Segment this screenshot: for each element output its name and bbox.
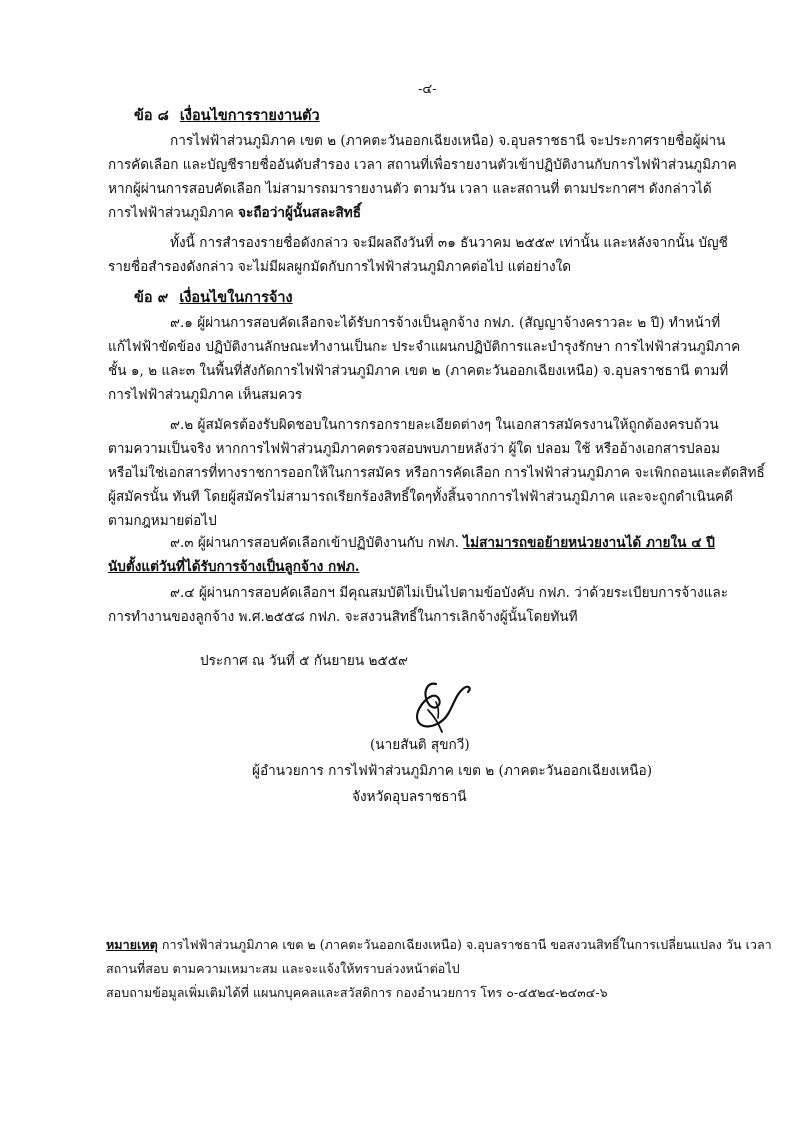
section-8-p1-line1: การไฟฟ้าส่วนภูมิภาค เขต ๒ (ภาคตะวันออกเฉียงเหนือ) จ.อุบลราชธานี จะประกาศรายชื่อผู้ผ่าน xyxy=(170,133,726,149)
clause-9-2-line1: ๙.๒ ผู้สมัครต้องรับผิดชอบในการกรอกรายละเอียดต่างๆ ในเอกสารสมัครงานให้ถูกต้องครบถ้วน xyxy=(170,417,719,433)
note-line1 xyxy=(106,934,772,956)
clause-9-2-line5: ตามกฎหมายต่อไป xyxy=(108,513,217,529)
clause-9-3-line1 xyxy=(170,532,715,554)
clause-9-1-line4: การไฟฟ้าส่วนภูมิภาค เห็นสมควร xyxy=(108,387,303,403)
section-9-number: ข้อ ๙ xyxy=(134,289,169,306)
page-number: -๔- xyxy=(418,82,437,97)
clause-9-2-line2: ตามความเป็นจริง หากการไฟฟ้าส่วนภูมิภาคตรวจสอบพบภายหลังว่า ผู้ใด ปลอม ใช้ หรืออ้างเอกสารปลอม xyxy=(108,441,721,457)
clause-9-4-line1: ๙.๔ ผู้ผ่านการสอบคัดเลือกฯ มีคุณสมบัติไม่เป็นไปตามข้อบังคับ กฟภ. ว่าด้วยระเบียบการจ้างและ xyxy=(170,585,729,601)
note-line1-text: การไฟฟ้าส่วนภูมิภาค เขต ๒ (ภาคตะวันออกเฉียงเหนือ) จ.อุบลราชธานี ขอสงวนสิทธิ์ในการเปลี่ยนแปลง วัน เวลา xyxy=(157,937,772,952)
signatory-position: ผู้อำนวยการ การไฟฟ้าส่วนภูมิภาค เขต ๒ (ภาคตะวันออกเฉียงเหนือ) xyxy=(252,763,653,779)
clause-9-1-line3: ชั้น ๑, ๒ และ๓ ในพื้นที่สังกัดการไฟฟ้าส่วนภูมิภาค เขต ๒ (ภาคตะวันออกเฉียงเหนือ) จ.อุบลราชธานี ตามที่ xyxy=(108,363,729,379)
clause-9-4-line2: การทำงานของลูกจ้าง พ.ศ.๒๕๕๘ กฟภ. จะสงวนสิทธิ์ในการเลิกจ้างผู้นั้นโดยทันที xyxy=(108,609,578,625)
clause-9-2-line3: หรือไม่ใช่เอกสารที่ทางราชการออกให้ในการสมัคร หรือการคัดเลือก การไฟฟ้าส่วนภูมิภาค จะเพิกถอนและตัดสิทธิ์ xyxy=(108,465,765,481)
section-8-p2-line2: รายชื่อสำรองดังกล่าว จะไม่มีผลผูกมัดกับการไฟฟ้าส่วนภูมิภาคต่อไป แต่อย่างใด xyxy=(108,259,572,275)
signatory-name: (นายสันติ สุขกวี) xyxy=(370,737,470,753)
handwritten-signature xyxy=(398,676,478,736)
clause-9-3-text: ๙.๓ ผู้ผ่านการสอบคัดเลือกเข้าปฏิบัติงานกับ กฟภ. xyxy=(170,535,464,551)
signatory-province: จังหวัดอุบลราชธานี xyxy=(352,789,467,805)
transfer-restriction-text: ไม่สามารถขอย้ายหน่วยงานได้ ภายใน ๔ ปี xyxy=(463,535,715,551)
section-9-heading xyxy=(134,286,293,309)
section-8-title: เงื่อนไขการรายงานตัว xyxy=(179,107,320,124)
section-8-p1-line4-text: การไฟฟ้าส่วนภูมิภาค xyxy=(108,205,239,221)
section-8-heading xyxy=(134,104,320,127)
section-8-p1-line3: หากผู้ผ่านการสอบคัดเลือก ไม่สามารถมารายงานตัว ตามวัน เวลา และสถานที่ ตามประกาศฯ ดังกล่าวได้ xyxy=(108,181,712,197)
note-label: หมายเหตุ xyxy=(106,937,158,952)
note-contact-line: สอบถามข้อมูลเพิ่มเติมได้ที่ แผนกบุคคลและสวัสดิการ กองอำนวยการ โทร ๐-๔๕๒๔-๒๔๓๔-๖ xyxy=(106,985,608,1000)
section-9-title: เงื่อนไขในการจ้าง xyxy=(179,289,293,306)
forfeit-rights-text: จะถือว่าผู้นั้นสละสิทธิ์ xyxy=(238,205,362,221)
clause-9-1-line2: แก้ไฟฟ้าขัดข้อง ปฏิบัติงานลักษณะทำงานเป็นกะ ประจำแผนกปฏิบัติการและบำรุงรักษา การไฟฟ้าส่วนภูมิภาค xyxy=(108,339,741,355)
section-8-number: ข้อ ๘ xyxy=(134,107,169,124)
clause-9-3-line2: นับตั้งแต่วันที่ได้รับการจ้างเป็นลูกจ้าง กฟภ. xyxy=(108,559,360,575)
clause-9-2-line4: ผู้สมัครนั้น ทันที โดยผู้สมัครไม่สามารถเรียกร้องสิทธิ์ใดๆทั้งสิ้นจากการไฟฟ้าส่วนภูมิภาค และจะถูกดำเนินคดี xyxy=(108,489,733,505)
section-8-p2-line1: ทั้งนี้ การสำรองรายชื่อดังกล่าว จะมีผลถึงวันที่ ๓๑ ธันวาคม ๒๕๕๙ เท่านั้น และหลังจากนั้น บัญชี xyxy=(170,235,728,251)
section-8-p1-line4 xyxy=(108,202,361,224)
note-line2: สถานที่สอบ ตามความเหมาะสม และจะแจ้งให้ทราบล่วงหน้าต่อไป xyxy=(106,961,460,976)
announcement-date: ประกาศ ณ วันที่ ๕ กันยายน ๒๕๕๙ xyxy=(200,653,408,669)
clause-9-1-line1: ๙.๑ ผู้ผ่านการสอบคัดเลือกจะได้รับการจ้างเป็นลูกจ้าง กฟภ. (สัญญาจ้างคราวละ ๒ ปี) ทำหน้าที่ xyxy=(170,315,721,331)
section-8-p1-line2: การคัดเลือก และบัญชีรายชื่ออันดับสำรอง เวลา สถานที่เพื่อรายงานตัวเข้าปฏิบัติงานกับการไฟฟ้าส่วนภูมิภาค xyxy=(108,157,737,173)
